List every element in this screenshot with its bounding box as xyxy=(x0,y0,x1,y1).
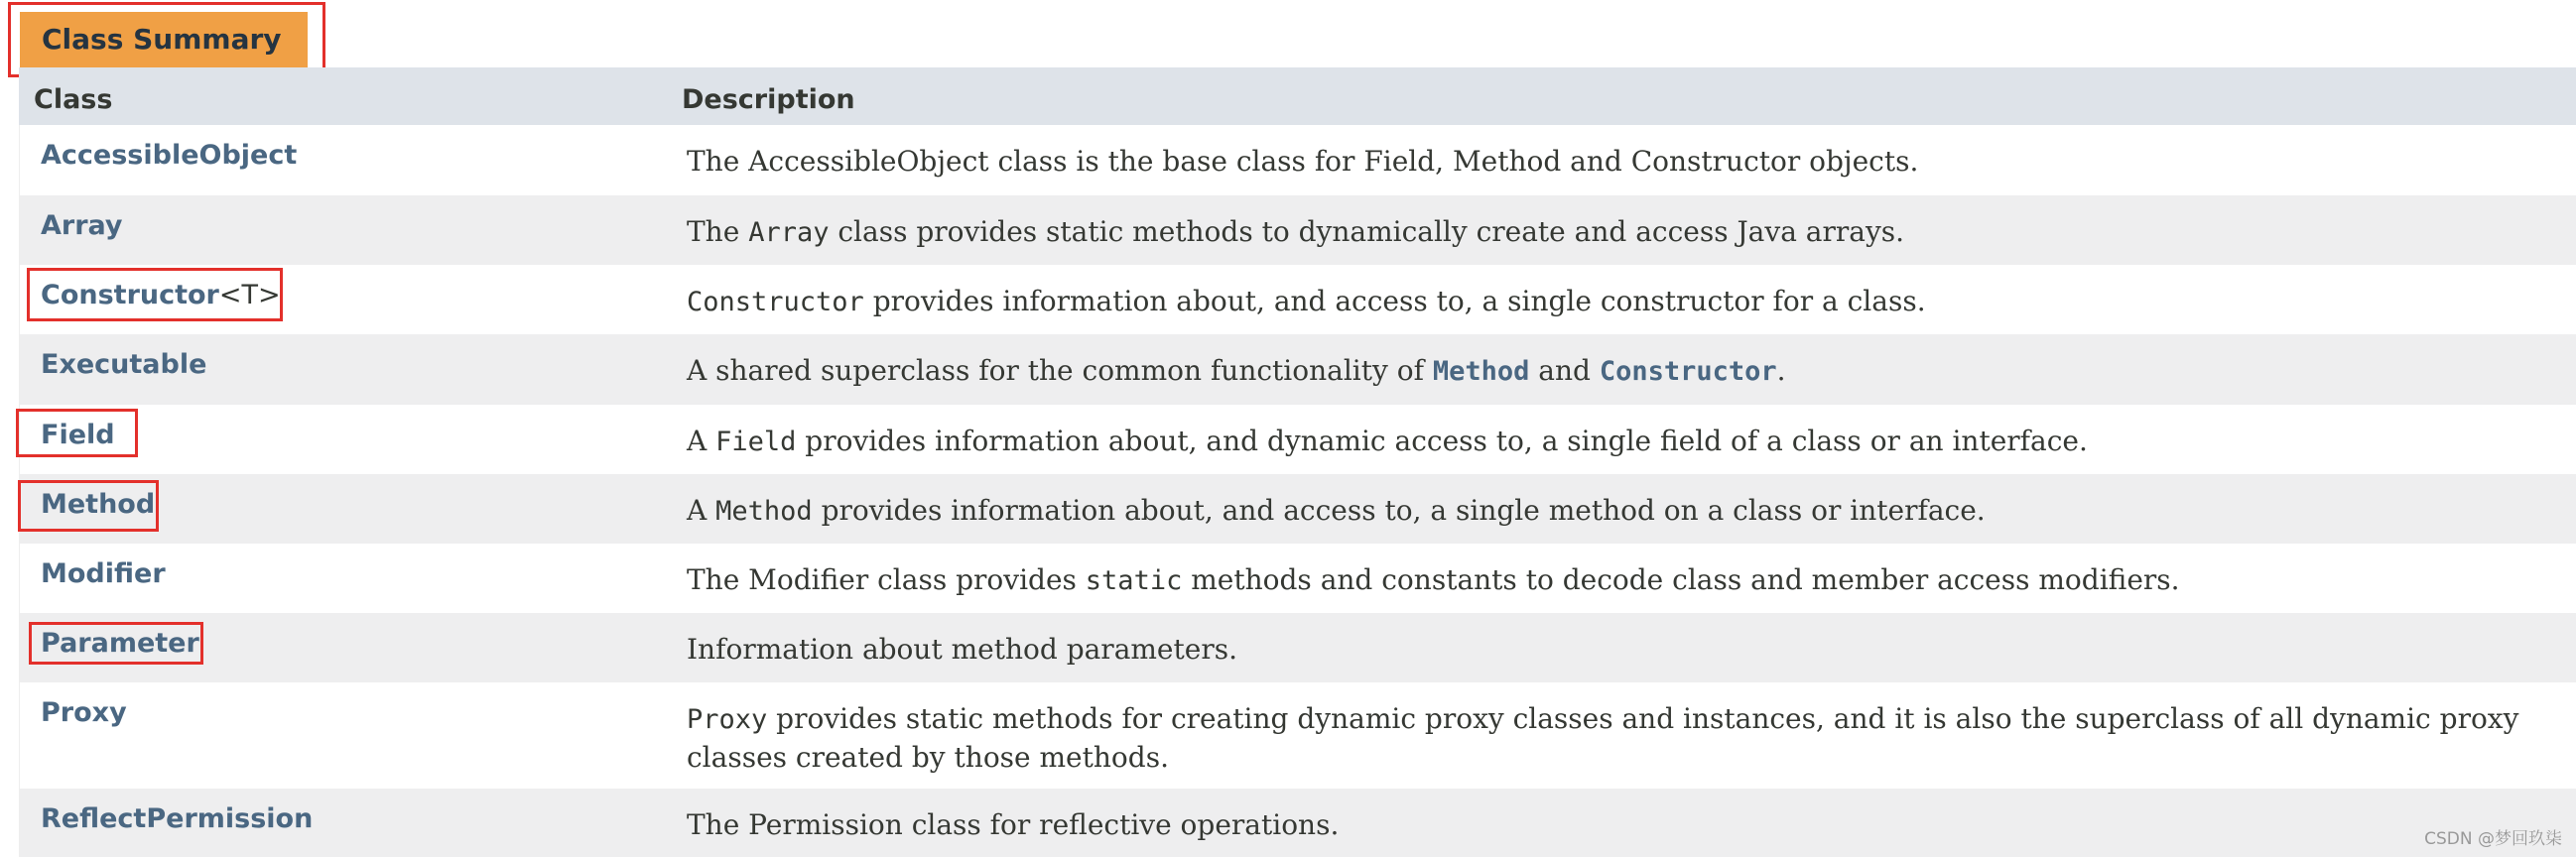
description-text: A xyxy=(687,425,716,457)
class-link[interactable]: ReflectPermission xyxy=(41,803,314,834)
description-cell xyxy=(687,492,2552,531)
description-text: Information about method parameters. xyxy=(687,633,1237,666)
description-text: The AccessibleObject class is the base class for Field, Method and Constructor objects. xyxy=(687,145,1919,178)
table-row xyxy=(19,125,2576,195)
table-row xyxy=(19,613,2576,682)
description-text: The Permission class for reflective operations. xyxy=(687,808,1340,841)
description-text: A shared superclass for the common functionality of xyxy=(687,354,1433,387)
description-text: provides static methods for creating dynamic proxy classes and instances, and it is also the superclass of all dynamic proxy classes created by those methods. xyxy=(687,702,2519,774)
field-highlight-box xyxy=(16,409,138,457)
description-text: provides information about, and access to, a single method on a class or interface. xyxy=(812,494,1986,527)
method-highlight-box xyxy=(18,480,159,532)
table-row xyxy=(19,195,2576,265)
description-cell xyxy=(687,143,2552,181)
table-row xyxy=(19,265,2576,334)
class-cell xyxy=(41,348,206,382)
description-column-header: Description xyxy=(682,84,855,115)
description-text: provides information about, and access to, a single constructor for a class. xyxy=(863,285,1926,317)
code-text: Method xyxy=(715,496,813,527)
class-link[interactable]: Method xyxy=(41,489,156,520)
table-row xyxy=(19,405,2576,474)
code-text: Constructor xyxy=(687,287,864,317)
code-text: Proxy xyxy=(687,704,768,735)
table-row xyxy=(19,334,2576,405)
table-header-row xyxy=(19,67,2576,125)
watermark: CSDN @梦回玖柒 xyxy=(2424,829,2562,849)
constructor-highlight-box xyxy=(27,268,283,321)
class-cell xyxy=(41,802,313,836)
table-row xyxy=(19,474,2576,544)
class-link[interactable]: AccessibleObject xyxy=(41,140,298,171)
description-text: methods and constants to decode class and member access modifiers. xyxy=(1182,563,2180,596)
class-cell xyxy=(41,139,297,173)
code-link[interactable]: Method xyxy=(1432,356,1530,387)
description-cell xyxy=(687,631,2552,669)
type-parameter: <T> xyxy=(218,280,281,310)
description-cell xyxy=(687,806,2552,844)
class-link[interactable]: Executable xyxy=(41,349,207,380)
class-link[interactable]: Proxy xyxy=(41,697,127,728)
code-text: Array xyxy=(748,217,830,248)
description-text: . xyxy=(1776,354,1786,387)
parameter-highlight-box xyxy=(29,622,203,665)
description-text: The Modifier class provides xyxy=(687,563,1086,596)
class-cell xyxy=(41,696,127,730)
description-text: and xyxy=(1529,354,1600,387)
description-cell xyxy=(687,423,2552,461)
class-link[interactable]: Field xyxy=(41,420,115,450)
table-row xyxy=(19,544,2576,613)
code-text: Field xyxy=(715,427,797,457)
class-cell xyxy=(41,209,123,243)
description-cell xyxy=(687,213,2552,252)
description-text: provides information about, and dynamic access to, a single field of a class or an interface. xyxy=(796,425,2088,457)
class-summary-caption: Class Summary xyxy=(20,12,308,67)
description-text: A xyxy=(687,494,716,527)
class-column-header: Class xyxy=(34,84,113,115)
table-row xyxy=(19,789,2576,857)
description-text: class provides static methods to dynamically create and access Java arrays. xyxy=(829,215,1905,248)
class-link[interactable]: Array xyxy=(41,210,123,241)
description-cell xyxy=(687,700,2552,777)
code-link[interactable]: Constructor xyxy=(1599,356,1777,387)
class-link[interactable]: Parameter xyxy=(41,628,199,659)
class-cell xyxy=(41,557,166,591)
description-cell xyxy=(687,561,2552,600)
description-cell xyxy=(687,352,2552,391)
code-text: static xyxy=(1085,565,1183,596)
description-cell xyxy=(687,283,2552,321)
description-text: The xyxy=(687,215,749,248)
class-link[interactable]: Constructor xyxy=(41,280,219,310)
class-summary-table xyxy=(19,67,2576,857)
table-row xyxy=(19,682,2576,789)
class-link[interactable]: Modifier xyxy=(41,558,166,589)
